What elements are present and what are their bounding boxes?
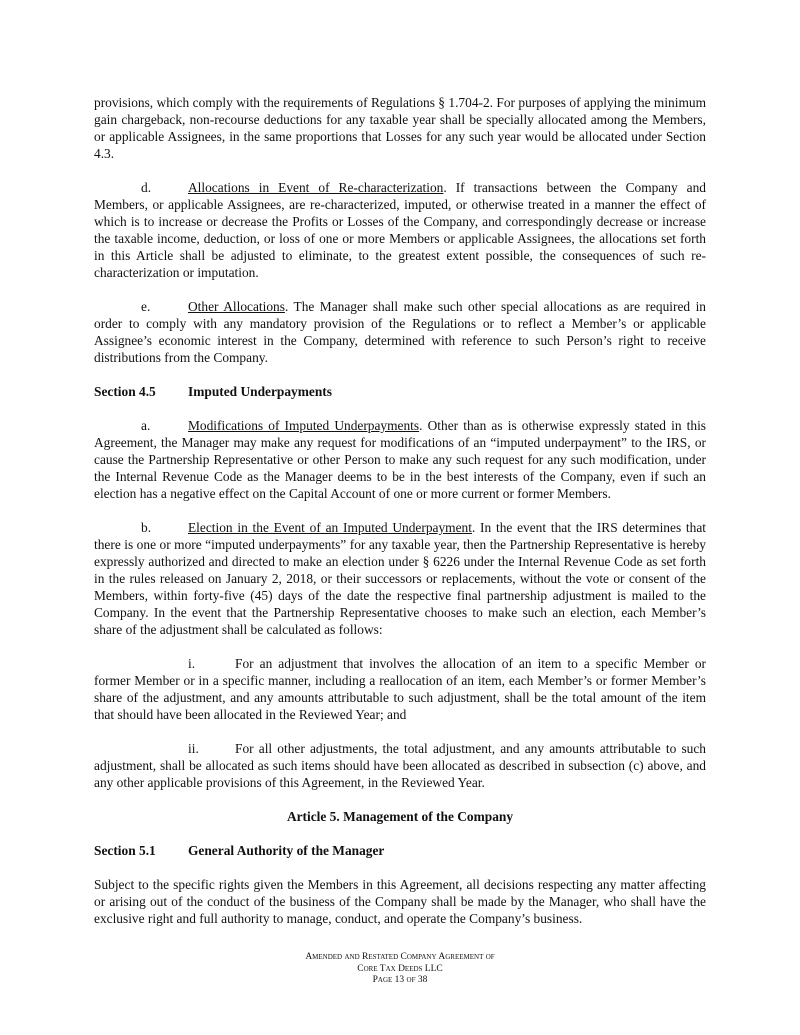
heading-b: Election in the Event of an Imputed Underpayment [188,520,472,535]
section-title: Imputed Underpayments [188,384,332,399]
footer-agreement-title: Amended and Restated Company Agreement of [305,952,495,962]
text-b: . In the event that the IRS determines that there is one or more “imputed underpayments” for any taxable year, then the Partnership Representative is hereby expressly authorized and directed to make an election under § 6226 under the Internal Revenue Code as set forth in the rules released on January 2, 2018, or their successors or replacements, without the vote or consent of the Members, within forty-five (45) days of the date the respective final partnership adjustment is mailed to the Company. In the event that the Partnership Representative chooses to make such an election, each Member’s share of the adjustment shall be calculated as follows: [94,520,706,637]
item-label-d: d. [141,180,152,195]
document-page [94,94,706,927]
item-label-e: e. [141,299,151,314]
page-footer [0,952,800,987]
item-label-i: i. [188,656,196,671]
article-5-heading: Article 5. Management of the Company [286,809,514,824]
section-title: General Authority of the Manager [188,843,385,858]
text-d: . If transactions between the Company and Members, or applicable Assignees, are re-characterized, imputed, or otherwise treated in a manner the effect of which is to increase or decrease the Profits or Losses of the Company, and correspondingly decrease or increase the taxable income, deduction, or loss of one or more Members or applicable Assignees, the allocations set forth in this Article shall be adjusted to eliminate, to the greatest extent possible, the consequences of such re-characterization or imputation. [94,180,706,280]
paragraph-i-specific-adjustment [94,655,706,723]
footer-page-number: Page 13 of 38 [372,975,428,985]
footer-company-name: Core Tax Deeds LLC [357,963,443,974]
text-ii: For all other adjustments, the total adjustment, and any amounts attributable to such adjustment, shall be allocated as such items should have been allocated as described in subsection (c) above, and any other applicable provisions of this Agreement, in the Reviewed Year. [94,741,706,790]
heading-a: Modifications of Imputed Underpayments [188,418,420,433]
paragraph-general-authority: Subject to the specific rights given the Members in this Agreement, all decisions respecting any matter affecting or arising out of the conduct of the business of the Company shall be made by the Manager, who shall have the exclusive right and full authority to manage, conduct, and operate the Company’s business. [94,877,706,926]
text-e: . The Manager shall make such other special allocations as are required in order to comply with any mandatory provision of the Regulations or to reflect a Member’s or applicable Assignee’s economic interest in the Company, determined with reference to such Person’s right to receive distributions from the Company. [94,299,706,365]
section-5-1-heading [94,842,706,859]
text-a: . Other than as is otherwise expressly stated in this Agreement, the Manager may make any request for modifications of an “imputed underpayment” to the IRS, or cause the Partnership Representative or other Person to make any such request for any such modification, under the Internal Revenue Code as the Manager deems to be in the best interests of the Company, even if such an election has a negative effect on the Capital Account of one or more current or former Members. [94,418,706,501]
text-i: For an adjustment that involves the allocation of an item to a specific Member or former Member or in a specific manner, including a reallocation of an item, each Member’s or former Member’s share of the adjustment, and any amounts attributable to such adjustment, shall be the total amount of the item that should have been allocated in the Reviewed Year; and [94,656,706,722]
paragraph-b-election [94,519,706,638]
paragraph-e-other-allocations [94,298,706,366]
heading-e: Other Allocations [188,299,285,314]
section-4-5-heading [94,383,706,400]
heading-d: Allocations in Event of Re-characterization [188,180,444,195]
paragraph-minimum-gain: provisions, which comply with the requirements of Regulations § 1.704-2. For purposes of applying the minimum gain chargeback, non-recourse deductions for any taxable year shall be specially allocated among the Members, or applicable Assignees, in the same proportions that Losses for any such year would be allocated under Section 4.3. [94,95,706,161]
section-number: Section 4.5 [94,384,156,399]
item-label-a: a. [141,418,151,433]
paragraph-a-modifications [94,417,706,502]
item-label-b: b. [141,520,152,535]
paragraph-ii-other-adjustments [94,740,706,791]
section-number: Section 5.1 [94,843,156,858]
paragraph-d-recharacterization [94,179,706,281]
item-label-ii: ii. [188,741,199,756]
